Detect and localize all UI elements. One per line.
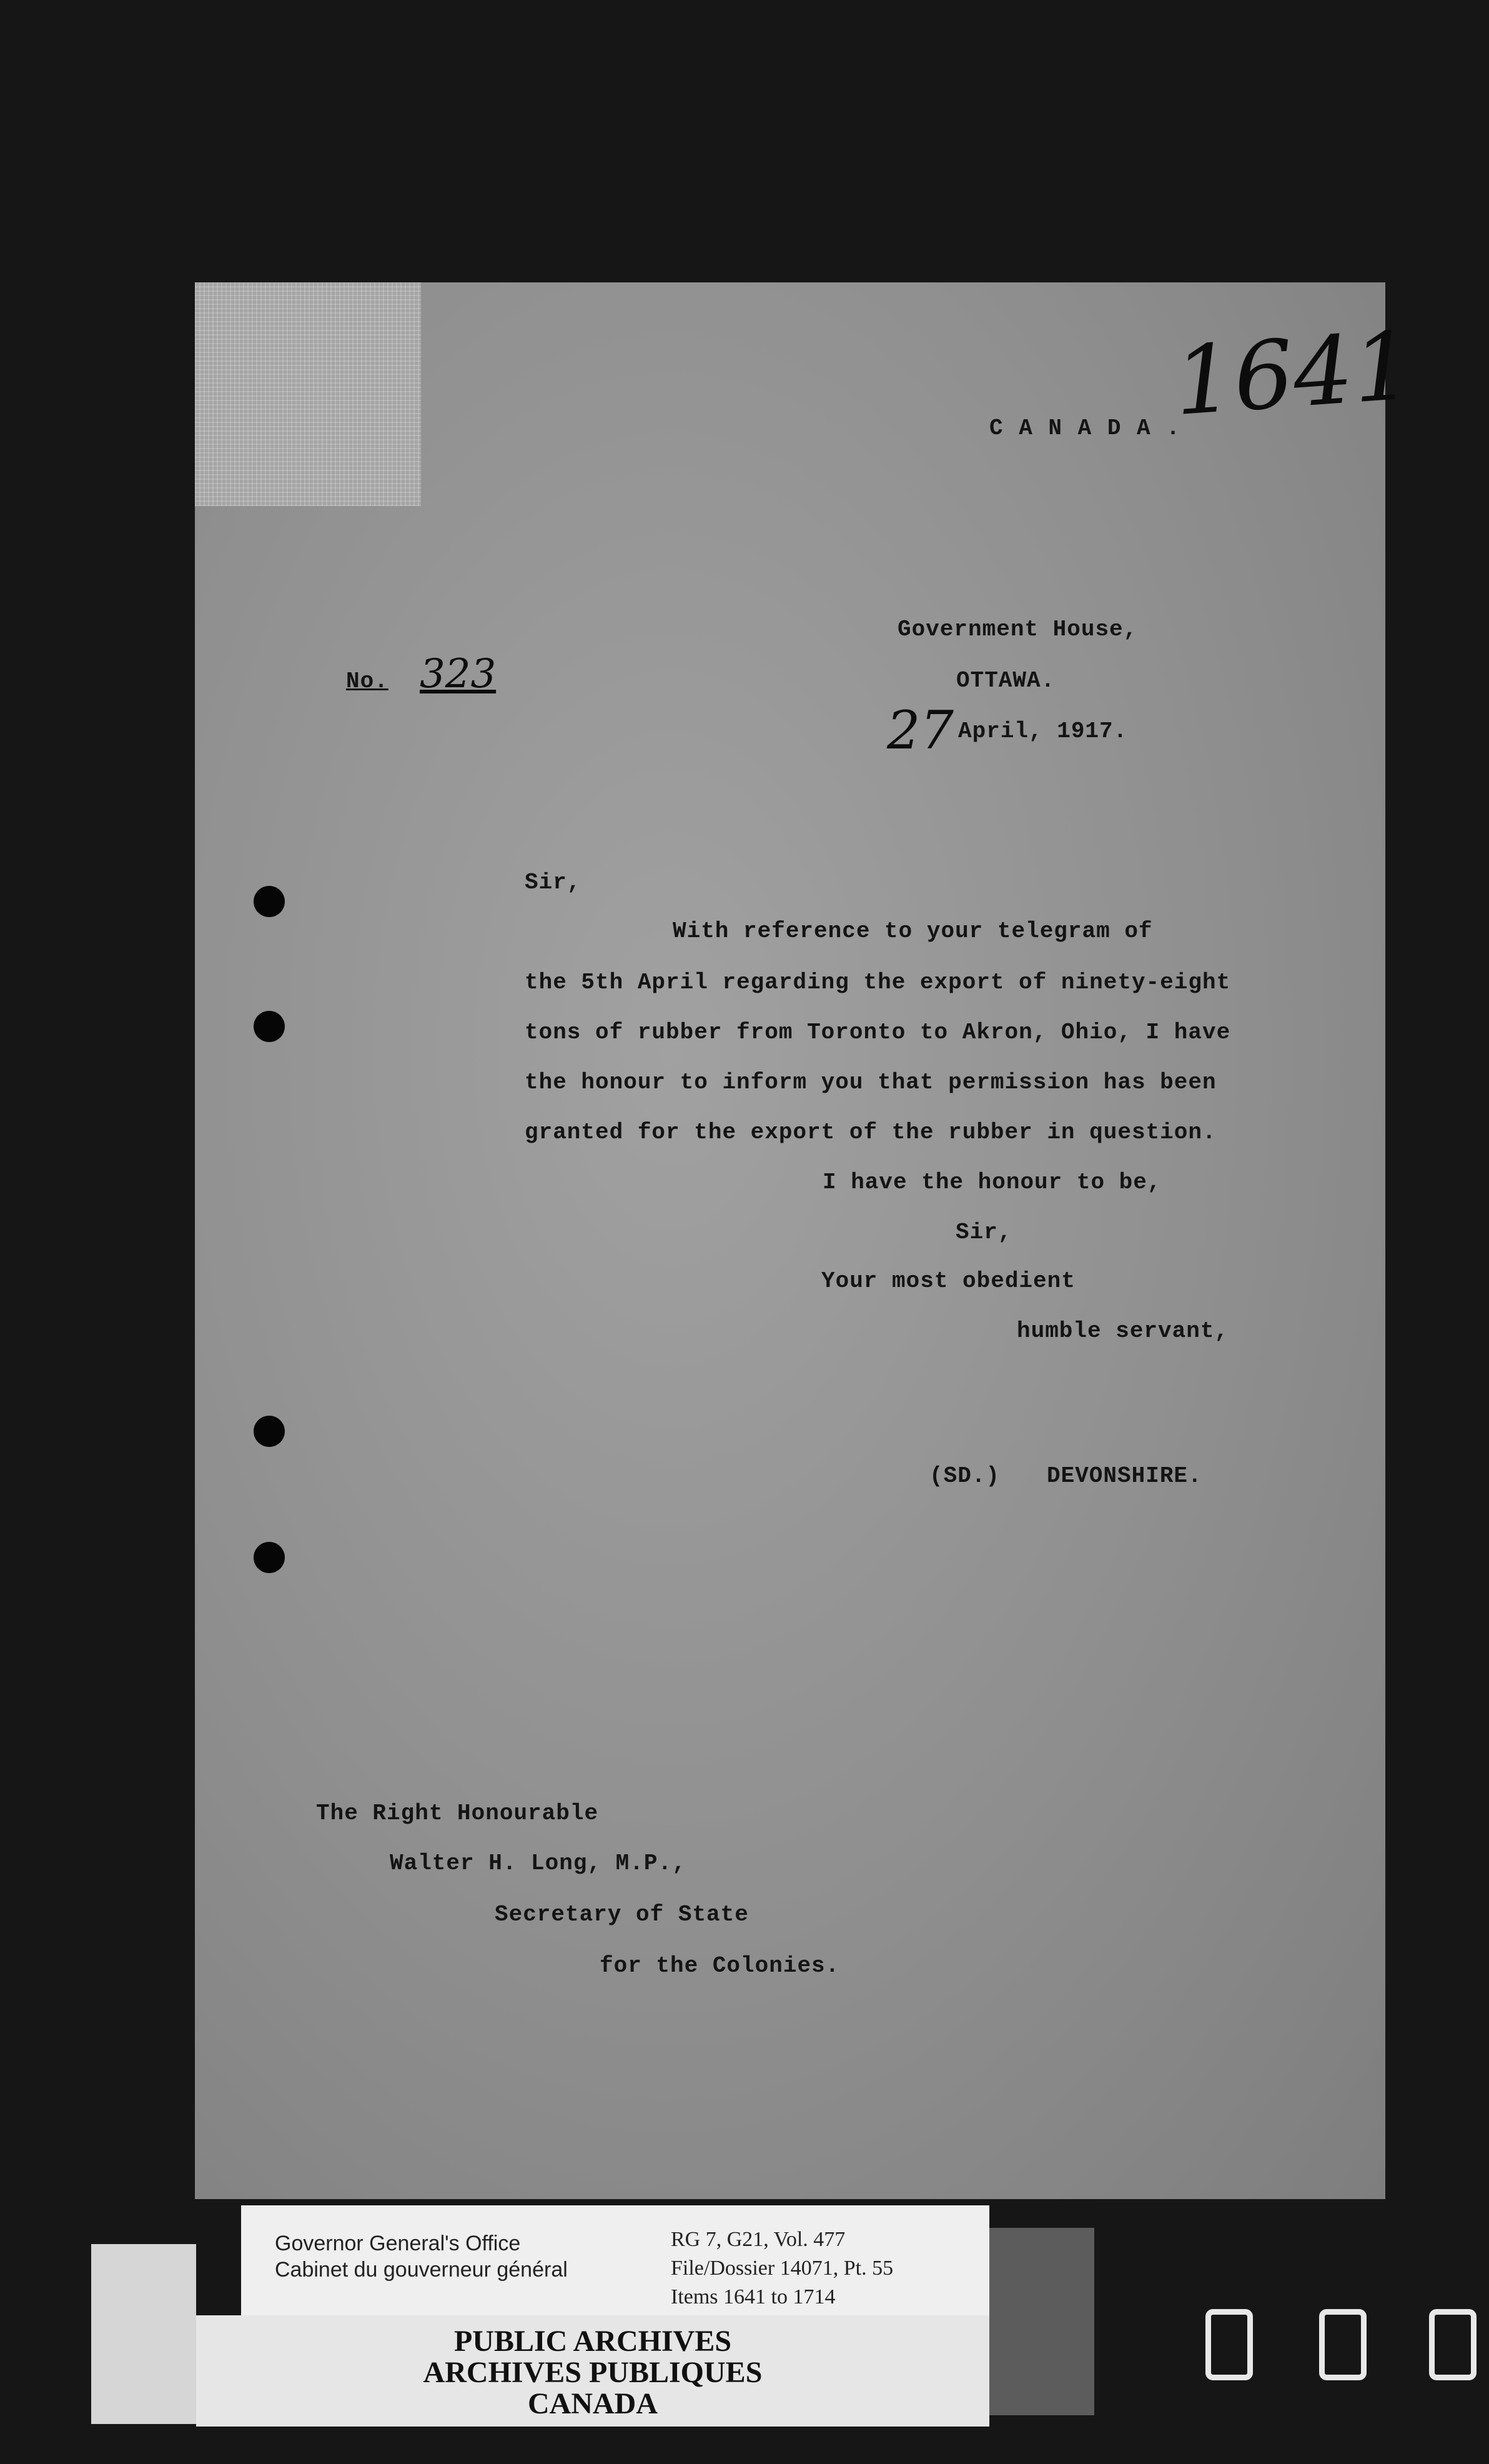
addressee-line-1: The Right Honourable <box>316 1801 599 1826</box>
closing-line-2: Sir, <box>956 1220 1012 1245</box>
closing-line-3: Your most obedient <box>821 1268 1076 1294</box>
label-backing-left <box>91 2244 196 2424</box>
body-line: tons of rubber from Toronto to Akron, Ohio, I have <box>525 1020 1231 1045</box>
body-line: the honour to inform you that permission has been <box>525 1070 1217 1095</box>
frame-counter-digit <box>1205 2309 1253 2380</box>
stamp-line-1: PUBLIC ARCHIVES <box>453 2325 732 2358</box>
stamp-line-3: CANADA <box>528 2387 658 2420</box>
body-line: granted for the export of the rubber in question. <box>525 1120 1217 1145</box>
paper-corner-patch <box>195 282 421 506</box>
handwritten-item-number: 1641 <box>1170 311 1417 437</box>
signature-name: DEVONSHIRE. <box>1047 1463 1202 1489</box>
address-line-1: Government House, <box>898 617 1138 642</box>
country-heading: C A N A D A . <box>989 415 1181 441</box>
punch-hole <box>254 1416 285 1447</box>
stamp-line-2: ARCHIVES PUBLIQUES <box>423 2356 763 2389</box>
archive-reference-3: Items 1641 to 1714 <box>671 2285 836 2308</box>
office-name-en: Governor General's Office <box>275 2232 521 2255</box>
body-line: the 5th April regarding the export of ninety-eight <box>525 970 1231 995</box>
closing-line-1: I have the honour to be, <box>823 1170 1162 1195</box>
despatch-number-label: No. <box>346 668 388 694</box>
punch-hole <box>254 1542 285 1573</box>
salutation: Sir, <box>525 870 581 895</box>
archive-reference-2: File/Dossier 14071, Pt. 55 <box>671 2257 894 2280</box>
label-backing-right <box>989 2228 1094 2415</box>
addressee-line-4: for the Colonies. <box>600 1953 840 1979</box>
addressee-line-2: Walter H. Long, M.P., <box>390 1850 686 1876</box>
office-name-fr: Cabinet du gouverneur général <box>275 2258 568 2282</box>
address-line-2: OTTAWA. <box>956 668 1056 693</box>
public-archives-stamp <box>196 2315 989 2427</box>
document-page <box>195 282 1417 2199</box>
date-text: April, 1917. <box>958 718 1128 744</box>
despatch-number-value: 323 <box>420 651 497 697</box>
archive-reference-label <box>241 2205 989 2315</box>
addressee-line-3: Secretary of State <box>495 1902 749 1927</box>
archive-reference-1: RG 7, G21, Vol. 477 <box>671 2228 846 2251</box>
punch-hole <box>254 886 285 917</box>
frame-counter-digit <box>1319 2309 1367 2380</box>
body-line: With reference to your telegram of <box>673 918 1153 944</box>
closing-line-4: humble servant, <box>1017 1318 1229 1344</box>
frame-counter-digit <box>1429 2309 1477 2380</box>
signature-prefix: (SD.) <box>929 1463 1001 1489</box>
handwritten-date-day: 27 <box>887 700 954 761</box>
punch-hole <box>254 1011 285 1042</box>
